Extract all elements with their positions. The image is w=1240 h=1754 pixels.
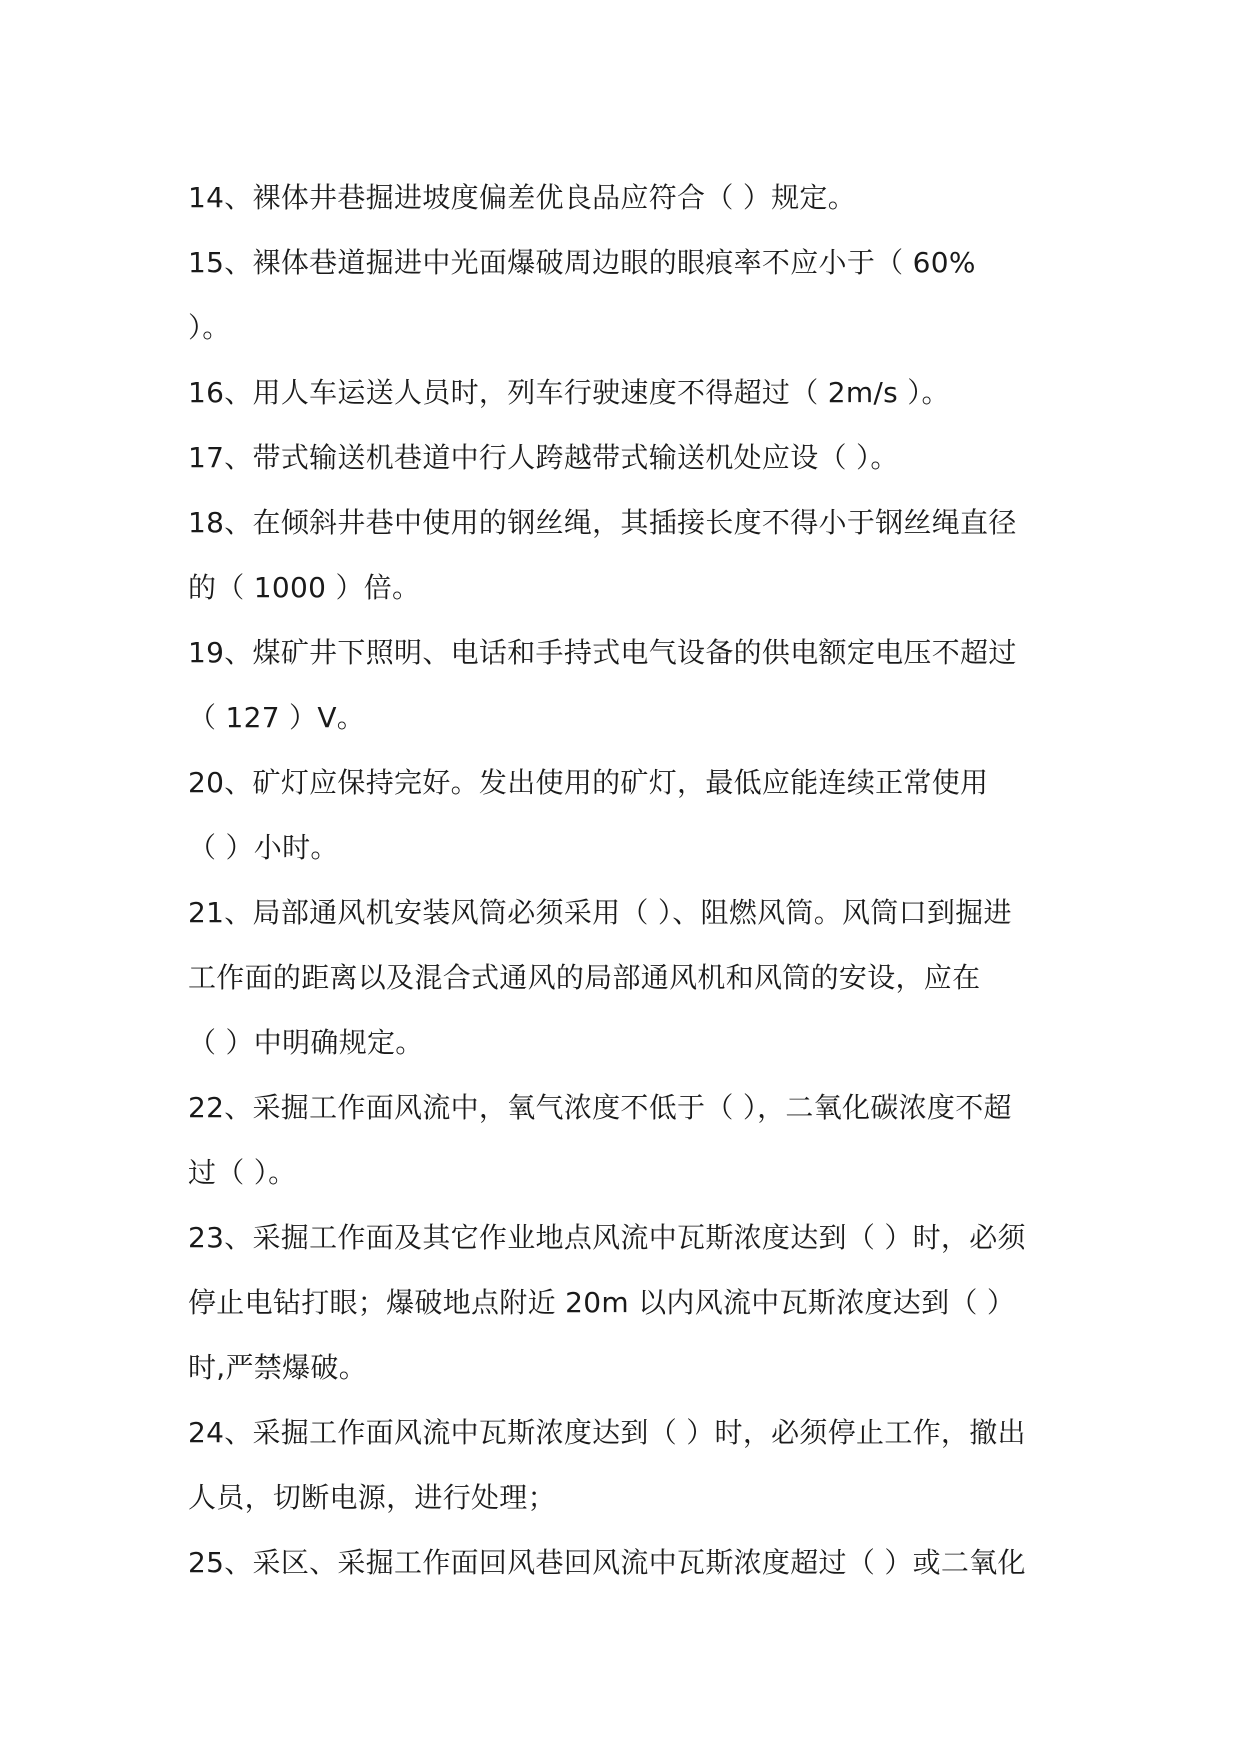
text-line: 15、裸体巷道掘进中光面爆破周边眼的眼痕率不应小于（ 60% <box>188 246 976 279</box>
text-line: 14、裸体井巷掘进坡度偏差优良品应符合（ ）规定。 <box>188 181 857 214</box>
text-line: 20、矿灯应保持完好。发出使用的矿灯，最低应能连续正常使用 <box>188 766 989 799</box>
text-line: 21、局部通风机安装风筒必须采用（ ）、阻燃风筒。风筒口到掘进 <box>188 896 1012 929</box>
text-line: 22、采掘工作面风流中，氧气浓度不低于（ ），二氧化碳浓度不超 <box>188 1091 1012 1124</box>
text-line: 23、采掘工作面及其它作业地点风流中瓦斯浓度达到（ ）时，必须 <box>188 1221 1026 1254</box>
text-line: 工作面的距离以及混合式通风的局部通风机和风筒的安设，应在 <box>188 961 981 994</box>
text-line: 19、煤矿井下照明、电话和手持式电气设备的供电额定电压不超过 <box>188 636 1017 669</box>
text-line: 18、在倾斜井巷中使用的钢丝绳，其插接长度不得小于钢丝绳直径 <box>188 506 1017 539</box>
text-line: ）。 <box>188 311 231 344</box>
text-line: （ ）中明确规定。 <box>188 1026 424 1059</box>
document-body <box>188 165 1068 1595</box>
text-line: 25、采区、采掘工作面回风巷回风流中瓦斯浓度超过（ ）或二氧化 <box>188 1546 1026 1579</box>
text-line: 过（ ）。 <box>188 1156 297 1189</box>
text-line: 的（ 1000 ）倍。 <box>188 571 421 604</box>
text-line: 17、带式输送机巷道中行人跨越带式输送机处应设（ ）。 <box>188 441 899 474</box>
text-line: 24、采掘工作面风流中瓦斯浓度达到（ ）时，必须停止工作，撤出 <box>188 1416 1026 1449</box>
text-line: 停止电钻打眼；爆破地点附近 20m 以内风流中瓦斯浓度达到（ ） <box>188 1286 1016 1319</box>
text-line: 时,严禁爆破。 <box>188 1351 368 1384</box>
text-line: 人员，切断电源，进行处理； <box>188 1481 556 1514</box>
text-line: （ ）小时。 <box>188 831 339 864</box>
text-line: （ 127 ）V。 <box>188 701 366 734</box>
text-line: 16、用人车运送人员时，列车行驶速度不得超过（ 2m/s ）。 <box>188 376 950 409</box>
